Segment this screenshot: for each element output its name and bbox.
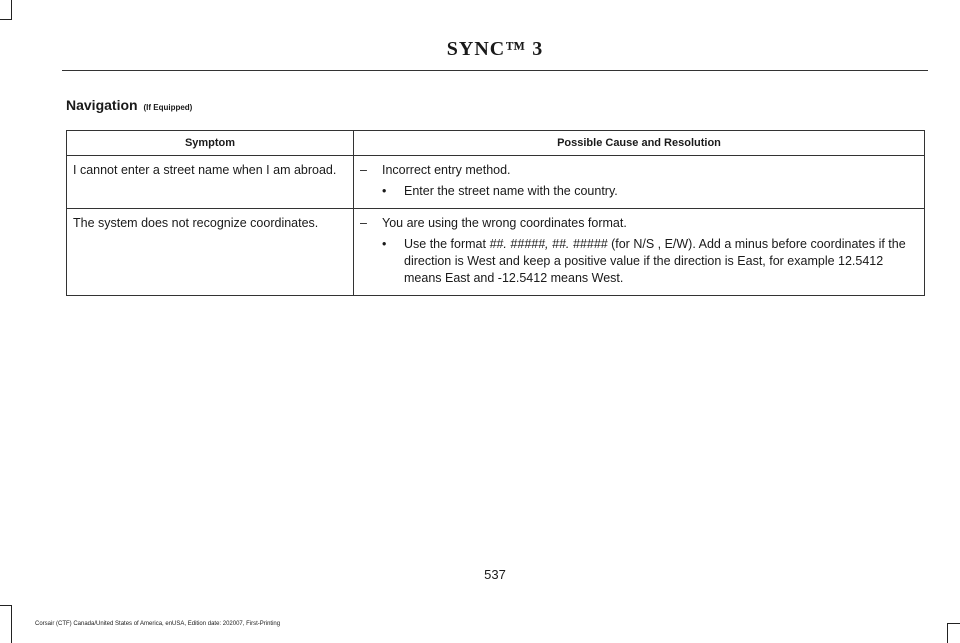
footer-edition-info: Corsair (CTF) Canada/United States of America, enUSA, Edition date: 202007, First-Printing xyxy=(35,621,281,627)
table-header-row xyxy=(67,131,925,156)
crop-mark xyxy=(947,623,948,643)
action-line xyxy=(360,236,918,287)
running-header: SYNC™ 3 xyxy=(446,38,544,60)
resolution-cell xyxy=(354,156,925,209)
table-row xyxy=(67,209,925,296)
action-text-post: (for N/S , E/W). Add a minus before coordinates if the direction is West and keep a positive value if the direction is East, for example 12.5412 means East and -12.5412 means West. xyxy=(404,237,906,285)
dash-marker: – xyxy=(360,216,367,230)
action-text: Enter the street name with the country. xyxy=(404,184,618,198)
header-symptom: Symptom xyxy=(67,131,354,156)
crop-mark xyxy=(947,623,960,624)
action-line xyxy=(360,183,918,200)
crop-mark xyxy=(0,19,12,20)
crop-mark xyxy=(11,0,12,20)
crop-mark xyxy=(0,605,12,606)
page-number: 537 xyxy=(484,567,506,582)
table-row xyxy=(67,156,925,209)
cause-text: You are using the wrong coordinates format. xyxy=(382,216,627,230)
symptom-cell: The system does not recognize coordinates. xyxy=(67,209,354,296)
action-text-pre: Use the format xyxy=(404,237,490,251)
cause-line xyxy=(360,162,918,179)
cause-text: Incorrect entry method. xyxy=(382,163,511,177)
crop-mark xyxy=(11,605,12,643)
coordinate-format: ##. #####, ##. ##### xyxy=(489,237,608,251)
dash-marker: – xyxy=(360,163,367,177)
header-rule xyxy=(62,70,928,71)
section-qualifier: (If Equipped) xyxy=(143,103,193,112)
resolution-cell xyxy=(354,209,925,296)
bullet-marker: • xyxy=(382,184,387,198)
symptom-cell: I cannot enter a street name when I am abroad. xyxy=(67,156,354,209)
bullet-marker: • xyxy=(382,237,387,251)
symptom-table xyxy=(66,130,925,296)
section-title xyxy=(66,97,192,113)
action-text xyxy=(404,236,918,287)
cause-line xyxy=(360,215,918,232)
section-title-text: Navigation xyxy=(66,97,138,113)
header-resolution: Possible Cause and Resolution xyxy=(354,131,925,156)
